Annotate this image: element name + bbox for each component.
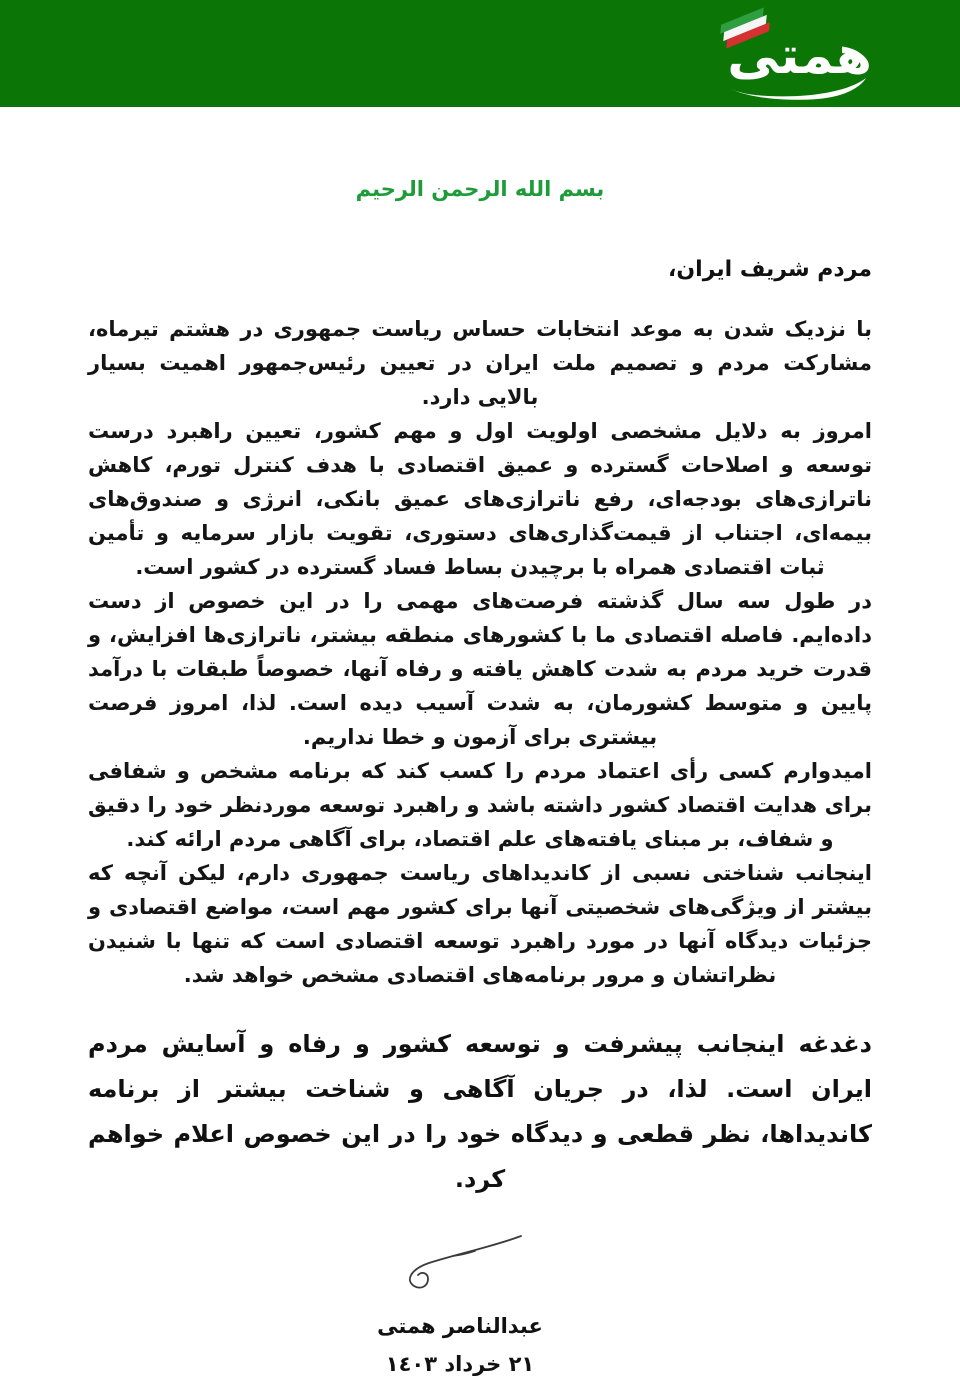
- signature-date: ۲۱ خرداد ۱٤۰۳: [385, 1352, 535, 1376]
- paragraph-1: با نزدیک شدن به موعد انتخابات حساس ریاست جمهوری در هشتم تیرماه، مشارکت مردم و تصمیم ملت ایران در تعیین رئیس‌جمهور اهمیت بسیار بالایی دارد.: [88, 317, 872, 409]
- signature-block: [0, 1230, 940, 1376]
- salutation-line: مردم شریف ایران،: [668, 257, 872, 282]
- closing-paragraph: دغدغه اینجانب پیشرفت و توسعه کشور و رفاه و آسایش مردم ایران است. لذا، در جریان آگاهی و شناخت بیشتر از برنامه کاندیداها، نظر قطعی و دیدگاه خود را در این خصوص اعلام خواهم کرد.: [88, 1030, 872, 1193]
- paragraph-5: اینجانب شناختی نسبی از کاندیداهای ریاست جمهوری دارم، لیکن آنچه که بیشتر از ویژگی‌های شخصیتی آنها برای کشور مهم است، مواضع اقتصادی و جزئیات دیدگاه آنها در مورد راهبرد توسعه اقتصادی است که تنها با شنیدن نظراتشان و مرور برنامه‌های اقتصادی مشخص خواهد شد.: [88, 861, 872, 987]
- paragraph-4: امیدوارم کسی رأی اعتماد مردم را کسب کند که برنامه مشخص و شفافی برای هدایت اقتصاد کشور داشته باشد و راهبرد توسعه موردنظر خود را دقیق و شفاف، بر مبنای یافته‌های علم اقتصاد، برای آگاهی مردم ارائه کند.: [88, 759, 872, 851]
- letter-body: [88, 312, 872, 992]
- paragraph-3: در طول سه سال گذشته فرصت‌های مهمی را در این خصوص از دست داده‌ایم. فاصله اقتصادی ما با کشورهای منطقه بیشتر، ناترازی‌ها افزایش، و قدرت خرید مردم به شدت کاهش یافته و رفاه آنها، خصوصاً طبقات با درآمد پایین و متوسط کشورمان، به شدت آسیب دیده است. لذا، امروز فرصت بیشتری برای آزمون و خطا نداریم.: [88, 589, 872, 749]
- paragraph-2: امروز به دلایل مشخصی اولویت اول و مهم کشور، تعیین راهبرد درست توسعه و اصلاحات گسترده و عمیق اقتصادی با هدف کنترل تورم، کاهش ناترازی‌های بودجه‌ای، رفع ناترازی‌های عمیق بانکی، انرژی و صندوق‌های بیمه‌ای، اجتناب از قیمت‌گذاری‌های دستوری، تقویت بازار سرمایه و تأمین ثبات اقتصادی همراه با برچیدن بساط فساد گسترده در کشور است.: [88, 419, 872, 579]
- bismillah-line: بسم الله الرحمن الرحیم: [355, 177, 605, 201]
- logo-swoosh-icon: [728, 76, 868, 102]
- handwritten-signature-icon: [395, 1230, 525, 1298]
- signature-name: عبدالناصر همتی: [377, 1314, 543, 1338]
- logo-wordmark: همتی: [727, 26, 872, 86]
- hemati-campaign-logo: [716, 4, 876, 104]
- header-banner: [0, 0, 960, 107]
